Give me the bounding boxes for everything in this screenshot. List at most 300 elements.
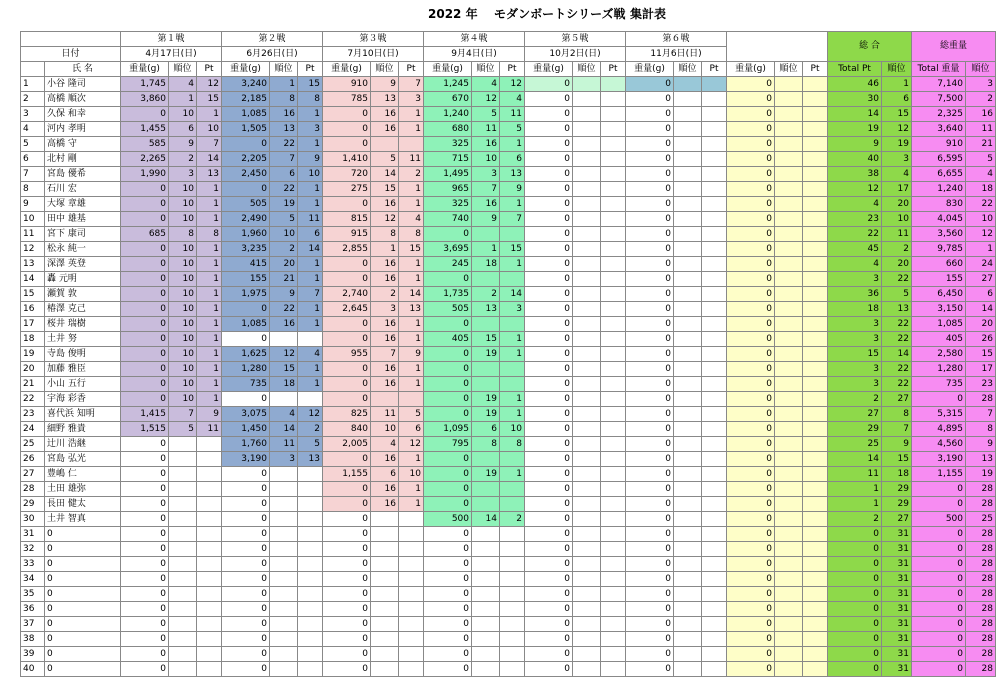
total-pt-cell: 11 — [828, 467, 882, 482]
date-label: 日付 — [21, 47, 121, 62]
weight-cell: 3,235 — [222, 242, 270, 257]
pt-cell — [601, 377, 626, 392]
rank-cell — [371, 137, 399, 152]
rank-cell — [674, 317, 702, 332]
total-pt-cell: 9 — [828, 137, 882, 152]
weight-cell: 0 — [525, 557, 573, 572]
pt-cell: 1 — [500, 197, 525, 212]
total-weight-rank-cell: 2 — [966, 92, 996, 107]
pt-cell: 1 — [197, 257, 222, 272]
row-number: 14 — [21, 272, 45, 287]
weight-cell: 0 — [525, 257, 573, 272]
weight-cell: 0 — [525, 422, 573, 437]
pt-cell: 1 — [197, 182, 222, 197]
total-weight-rank-cell: 14 — [966, 302, 996, 317]
table-row — [21, 632, 996, 647]
weight-cell: 0 — [222, 512, 270, 527]
pt-cell — [601, 347, 626, 362]
pt-cell — [702, 527, 727, 542]
weight-cell: 0 — [727, 602, 775, 617]
rank-cell — [169, 617, 197, 632]
rank-cell — [674, 332, 702, 347]
pt-cell — [298, 512, 323, 527]
weight-cell: 0 — [121, 557, 169, 572]
total-weight-rank-cell: 28 — [966, 482, 996, 497]
weight-cell: 0 — [424, 587, 472, 602]
pt-cell — [601, 572, 626, 587]
weight-cell: 0 — [323, 602, 371, 617]
weight-cell: 0 — [727, 242, 775, 257]
pt-cell — [702, 467, 727, 482]
pt-cell: 1 — [197, 107, 222, 122]
rank-cell: 4 — [270, 407, 298, 422]
pt-cell: 1 — [399, 197, 424, 212]
rank-cell — [573, 647, 601, 662]
rank-cell — [169, 512, 197, 527]
rank-cell: 14 — [371, 167, 399, 182]
rank-cell — [169, 632, 197, 647]
rank-cell — [674, 137, 702, 152]
weight-cell: 0 — [727, 527, 775, 542]
round-6-label: 第６戦 — [626, 32, 727, 47]
player-name: 松永 純一 — [45, 242, 121, 257]
total-rank-cell: 9 — [882, 437, 912, 452]
rank-cell — [775, 317, 803, 332]
row-number: 10 — [21, 212, 45, 227]
pt-cell — [601, 167, 626, 182]
table-row — [21, 107, 996, 122]
rank-cell — [573, 107, 601, 122]
pt-cell — [702, 77, 727, 92]
player-name: 土田 雄弥 — [45, 482, 121, 497]
rank-cell: 5 — [169, 422, 197, 437]
weight-cell: 910 — [323, 77, 371, 92]
rank-cell: 5 — [472, 107, 500, 122]
rank-cell: 2 — [270, 242, 298, 257]
weight-cell: 585 — [121, 137, 169, 152]
pt-cell: 1 — [500, 332, 525, 347]
player-name: 北村 剛 — [45, 152, 121, 167]
rank-cell — [573, 467, 601, 482]
rank-cell — [674, 302, 702, 317]
rank-cell: 16 — [371, 317, 399, 332]
rank-cell: 10 — [169, 332, 197, 347]
rank-cell — [472, 527, 500, 542]
total-weight-rank-cell: 10 — [966, 212, 996, 227]
total-weight-rank-cell: 28 — [966, 647, 996, 662]
pt-cell — [500, 272, 525, 287]
weight-cell: 740 — [424, 212, 472, 227]
pt-cell — [399, 557, 424, 572]
total-rank-cell: 3 — [882, 152, 912, 167]
rank-cell — [169, 602, 197, 617]
player-name: 細野 雅貴 — [45, 422, 121, 437]
rank-cell — [674, 167, 702, 182]
weight-cell: 2,490 — [222, 212, 270, 227]
pt-cell — [803, 452, 828, 467]
pt-cell: 1 — [197, 347, 222, 362]
weight-cell: 1,975 — [222, 287, 270, 302]
rank-cell — [674, 527, 702, 542]
rank-cell: 10 — [169, 257, 197, 272]
weight-cell: 0 — [525, 347, 573, 362]
rank-cell: 6 — [472, 422, 500, 437]
pt-cell — [399, 587, 424, 602]
row-number: 7 — [21, 167, 45, 182]
total-pt-cell: 19 — [828, 122, 882, 137]
weight-cell: 0 — [626, 527, 674, 542]
rank-cell — [371, 632, 399, 647]
rank-cell — [674, 557, 702, 572]
pt-cell — [803, 542, 828, 557]
pt-cell — [298, 527, 323, 542]
total-weight-cell: 0 — [912, 572, 966, 587]
rank-cell: 9 — [169, 137, 197, 152]
rank-cell: 16 — [371, 122, 399, 137]
pt-cell — [399, 662, 424, 677]
rank-cell — [674, 182, 702, 197]
total-pt-cell: 15 — [828, 347, 882, 362]
total-weight-rank-cell: 28 — [966, 557, 996, 572]
pt-cell — [197, 647, 222, 662]
pt-cell — [702, 647, 727, 662]
row-number: 15 — [21, 287, 45, 302]
rank-cell — [775, 467, 803, 482]
pt-cell — [500, 587, 525, 602]
weight-cell: 405 — [424, 332, 472, 347]
weight-cell: 155 — [222, 272, 270, 287]
rank-cell: 4 — [371, 437, 399, 452]
pt-cell: 1 — [197, 302, 222, 317]
total-weight-rank-cell: 6 — [966, 287, 996, 302]
pt-cell — [702, 197, 727, 212]
rank-cell: 6 — [169, 122, 197, 137]
rank-cell — [573, 227, 601, 242]
weight-cell: 0 — [323, 617, 371, 632]
total-weight-cell: 7,500 — [912, 92, 966, 107]
pt-cell — [601, 257, 626, 272]
col-weight-header: 重量(g) — [222, 62, 270, 77]
weight-cell: 0 — [121, 107, 169, 122]
rank-cell — [169, 557, 197, 572]
pt-cell: 9 — [197, 407, 222, 422]
row-number: 3 — [21, 107, 45, 122]
total-pt-cell: 0 — [828, 542, 882, 557]
pt-cell — [803, 497, 828, 512]
table-row — [21, 197, 996, 212]
row-number: 22 — [21, 392, 45, 407]
total-pt-cell: 36 — [828, 287, 882, 302]
pt-cell — [500, 317, 525, 332]
pt-cell: 1 — [298, 257, 323, 272]
weight-cell: 0 — [424, 272, 472, 287]
rank-cell — [573, 377, 601, 392]
rank-cell — [472, 452, 500, 467]
rank-cell — [472, 602, 500, 617]
pt-cell — [702, 617, 727, 632]
table-row — [21, 272, 996, 287]
rank-cell: 16 — [371, 257, 399, 272]
pt-cell — [601, 92, 626, 107]
rank-cell — [371, 602, 399, 617]
weight-cell: 0 — [525, 512, 573, 527]
rank-cell — [775, 272, 803, 287]
weight-cell: 0 — [121, 452, 169, 467]
weight-cell: 0 — [222, 617, 270, 632]
pt-cell — [601, 482, 626, 497]
player-name: 高橋 守 — [45, 137, 121, 152]
rank-cell — [573, 167, 601, 182]
weight-cell: 0 — [525, 437, 573, 452]
rank-cell — [674, 647, 702, 662]
rank-cell — [674, 632, 702, 647]
round-2-date: 6月26日(日) — [222, 47, 323, 62]
weight-cell: 0 — [121, 602, 169, 617]
pt-cell: 12 — [197, 77, 222, 92]
player-name: 長田 健太 — [45, 497, 121, 512]
weight-cell: 715 — [424, 152, 472, 167]
pt-cell: 13 — [197, 167, 222, 182]
pt-cell — [803, 437, 828, 452]
pt-cell — [803, 107, 828, 122]
weight-cell: 0 — [626, 347, 674, 362]
rank-cell: 16 — [371, 452, 399, 467]
rank-cell — [674, 272, 702, 287]
pt-cell — [500, 572, 525, 587]
rank-cell: 11 — [472, 122, 500, 137]
pt-cell — [702, 572, 727, 587]
pt-cell — [702, 257, 727, 272]
player-name: 0 — [45, 647, 121, 662]
pt-cell — [803, 272, 828, 287]
total-pt-cell: 0 — [828, 587, 882, 602]
rank-cell — [169, 587, 197, 602]
col-weight-header: 重量(g) — [323, 62, 371, 77]
total-weight-cell: 0 — [912, 587, 966, 602]
pt-cell: 11 — [500, 107, 525, 122]
pt-cell — [702, 242, 727, 257]
weight-cell: 0 — [727, 647, 775, 662]
weight-cell: 500 — [424, 512, 472, 527]
total-pt-cell: 29 — [828, 422, 882, 437]
weight-cell: 0 — [222, 587, 270, 602]
pt-cell: 8 — [197, 227, 222, 242]
pt-cell — [803, 377, 828, 392]
weight-cell: 0 — [323, 362, 371, 377]
total-rank-cell: 15 — [882, 107, 912, 122]
total-weight-rank-cell: 22 — [966, 197, 996, 212]
weight-cell: 0 — [121, 377, 169, 392]
pt-cell: 1 — [399, 272, 424, 287]
row-number: 36 — [21, 602, 45, 617]
weight-cell: 0 — [626, 407, 674, 422]
weight-cell: 0 — [323, 662, 371, 677]
pt-cell — [601, 272, 626, 287]
table-row — [21, 242, 996, 257]
pt-cell — [399, 542, 424, 557]
pt-cell: 3 — [500, 302, 525, 317]
pt-cell: 1 — [399, 482, 424, 497]
rank-cell — [371, 557, 399, 572]
weight-cell: 0 — [626, 122, 674, 137]
pt-cell — [298, 542, 323, 557]
weight-cell: 0 — [525, 317, 573, 332]
rank-cell — [573, 242, 601, 257]
weight-cell: 3,695 — [424, 242, 472, 257]
weight-cell: 720 — [323, 167, 371, 182]
weight-cell: 0 — [424, 617, 472, 632]
pt-cell — [601, 632, 626, 647]
row-number: 13 — [21, 257, 45, 272]
pt-cell: 1 — [197, 332, 222, 347]
pt-cell: 1 — [197, 362, 222, 377]
pt-cell: 14 — [298, 242, 323, 257]
weight-cell: 0 — [424, 482, 472, 497]
rank-cell — [472, 662, 500, 677]
total-weight-rank-cell: 15 — [966, 347, 996, 362]
row-number: 20 — [21, 362, 45, 377]
pt-cell — [702, 347, 727, 362]
table-row — [21, 557, 996, 572]
pt-cell: 8 — [500, 437, 525, 452]
pt-cell — [702, 542, 727, 557]
total-rank-cell: 11 — [882, 227, 912, 242]
results-table — [20, 31, 996, 677]
rank-cell — [775, 632, 803, 647]
col-pt-header: Pt — [601, 62, 626, 77]
rank-cell: 19 — [472, 467, 500, 482]
rank-cell — [472, 317, 500, 332]
weight-cell: 0 — [727, 452, 775, 467]
pt-cell — [500, 227, 525, 242]
rank-cell — [169, 437, 197, 452]
weight-cell: 0 — [121, 497, 169, 512]
pt-cell: 1 — [399, 332, 424, 347]
weight-cell: 0 — [323, 557, 371, 572]
pt-cell — [500, 662, 525, 677]
weight-cell: 0 — [121, 362, 169, 377]
weight-cell: 0 — [424, 527, 472, 542]
pt-cell — [803, 422, 828, 437]
weight-cell: 0 — [424, 407, 472, 422]
weight-cell: 0 — [727, 572, 775, 587]
weight-cell: 0 — [121, 332, 169, 347]
pt-cell: 1 — [399, 377, 424, 392]
rank-cell: 10 — [169, 182, 197, 197]
pt-cell: 7 — [399, 77, 424, 92]
rank-cell: 4 — [169, 77, 197, 92]
pt-cell — [803, 587, 828, 602]
weight-cell: 785 — [323, 92, 371, 107]
rank-cell — [573, 212, 601, 227]
weight-cell: 680 — [424, 122, 472, 137]
pt-cell — [803, 152, 828, 167]
pt-cell — [197, 587, 222, 602]
round-3-date: 7月10日(日) — [323, 47, 424, 62]
total-weight-cell: 1,240 — [912, 182, 966, 197]
pt-cell: 14 — [197, 152, 222, 167]
total-weight-cell: 6,595 — [912, 152, 966, 167]
pt-cell — [500, 542, 525, 557]
pt-cell — [803, 137, 828, 152]
rank-cell: 10 — [169, 272, 197, 287]
pt-cell — [702, 602, 727, 617]
weight-cell: 0 — [525, 362, 573, 377]
pt-cell — [803, 557, 828, 572]
total-pt-cell: 46 — [828, 77, 882, 92]
row-number: 33 — [21, 557, 45, 572]
rank-cell: 19 — [472, 407, 500, 422]
weight-cell: 0 — [626, 212, 674, 227]
rank-cell: 9 — [270, 287, 298, 302]
player-name: 0 — [45, 662, 121, 677]
total-weight-rank-cell: 28 — [966, 602, 996, 617]
pt-cell: 1 — [500, 257, 525, 272]
rank-cell — [169, 662, 197, 677]
table-row — [21, 347, 996, 362]
weight-cell: 0 — [222, 647, 270, 662]
col-weight-header: 重量(g) — [424, 62, 472, 77]
pt-cell — [197, 437, 222, 452]
table-row — [21, 647, 996, 662]
rank-cell — [270, 632, 298, 647]
weight-cell: 0 — [626, 617, 674, 632]
weight-cell: 0 — [727, 137, 775, 152]
weight-cell: 0 — [727, 362, 775, 377]
total-weight-rank-cell: 5 — [966, 152, 996, 167]
weight-cell: 0 — [222, 557, 270, 572]
total-weight-rank-cell: 18 — [966, 182, 996, 197]
rank-cell — [775, 437, 803, 452]
weight-cell: 0 — [525, 107, 573, 122]
weight-cell: 0 — [626, 467, 674, 482]
pt-cell: 1 — [298, 137, 323, 152]
rank-cell: 5 — [270, 212, 298, 227]
weight-cell: 0 — [222, 467, 270, 482]
weight-cell: 0 — [727, 617, 775, 632]
player-name: 田中 雄基 — [45, 212, 121, 227]
weight-cell: 0 — [525, 452, 573, 467]
weight-cell: 0 — [727, 632, 775, 647]
rank-cell — [674, 662, 702, 677]
rank-cell: 10 — [169, 377, 197, 392]
weight-cell: 0 — [222, 497, 270, 512]
col-rank-header: 順位 — [775, 62, 803, 77]
table-row — [21, 227, 996, 242]
pt-cell — [197, 527, 222, 542]
pt-cell — [601, 407, 626, 422]
weight-cell: 0 — [424, 347, 472, 362]
pt-cell — [601, 617, 626, 632]
total-rank-cell: 31 — [882, 617, 912, 632]
total-weight-cell: 0 — [912, 527, 966, 542]
pt-cell: 5 — [500, 122, 525, 137]
pt-cell — [601, 662, 626, 677]
rank-cell — [775, 542, 803, 557]
total-rank-cell: 22 — [882, 332, 912, 347]
rank-cell: 7 — [169, 407, 197, 422]
weight-cell: 0 — [424, 377, 472, 392]
name-label: 氏 名 — [45, 62, 121, 77]
pt-cell — [197, 482, 222, 497]
col-rank-header: 順位 — [371, 62, 399, 77]
rank-cell: 1 — [169, 92, 197, 107]
pt-cell: 1 — [399, 497, 424, 512]
rank-cell — [775, 392, 803, 407]
rank-cell — [573, 122, 601, 137]
pt-cell: 1 — [500, 137, 525, 152]
row-number: 4 — [21, 122, 45, 137]
